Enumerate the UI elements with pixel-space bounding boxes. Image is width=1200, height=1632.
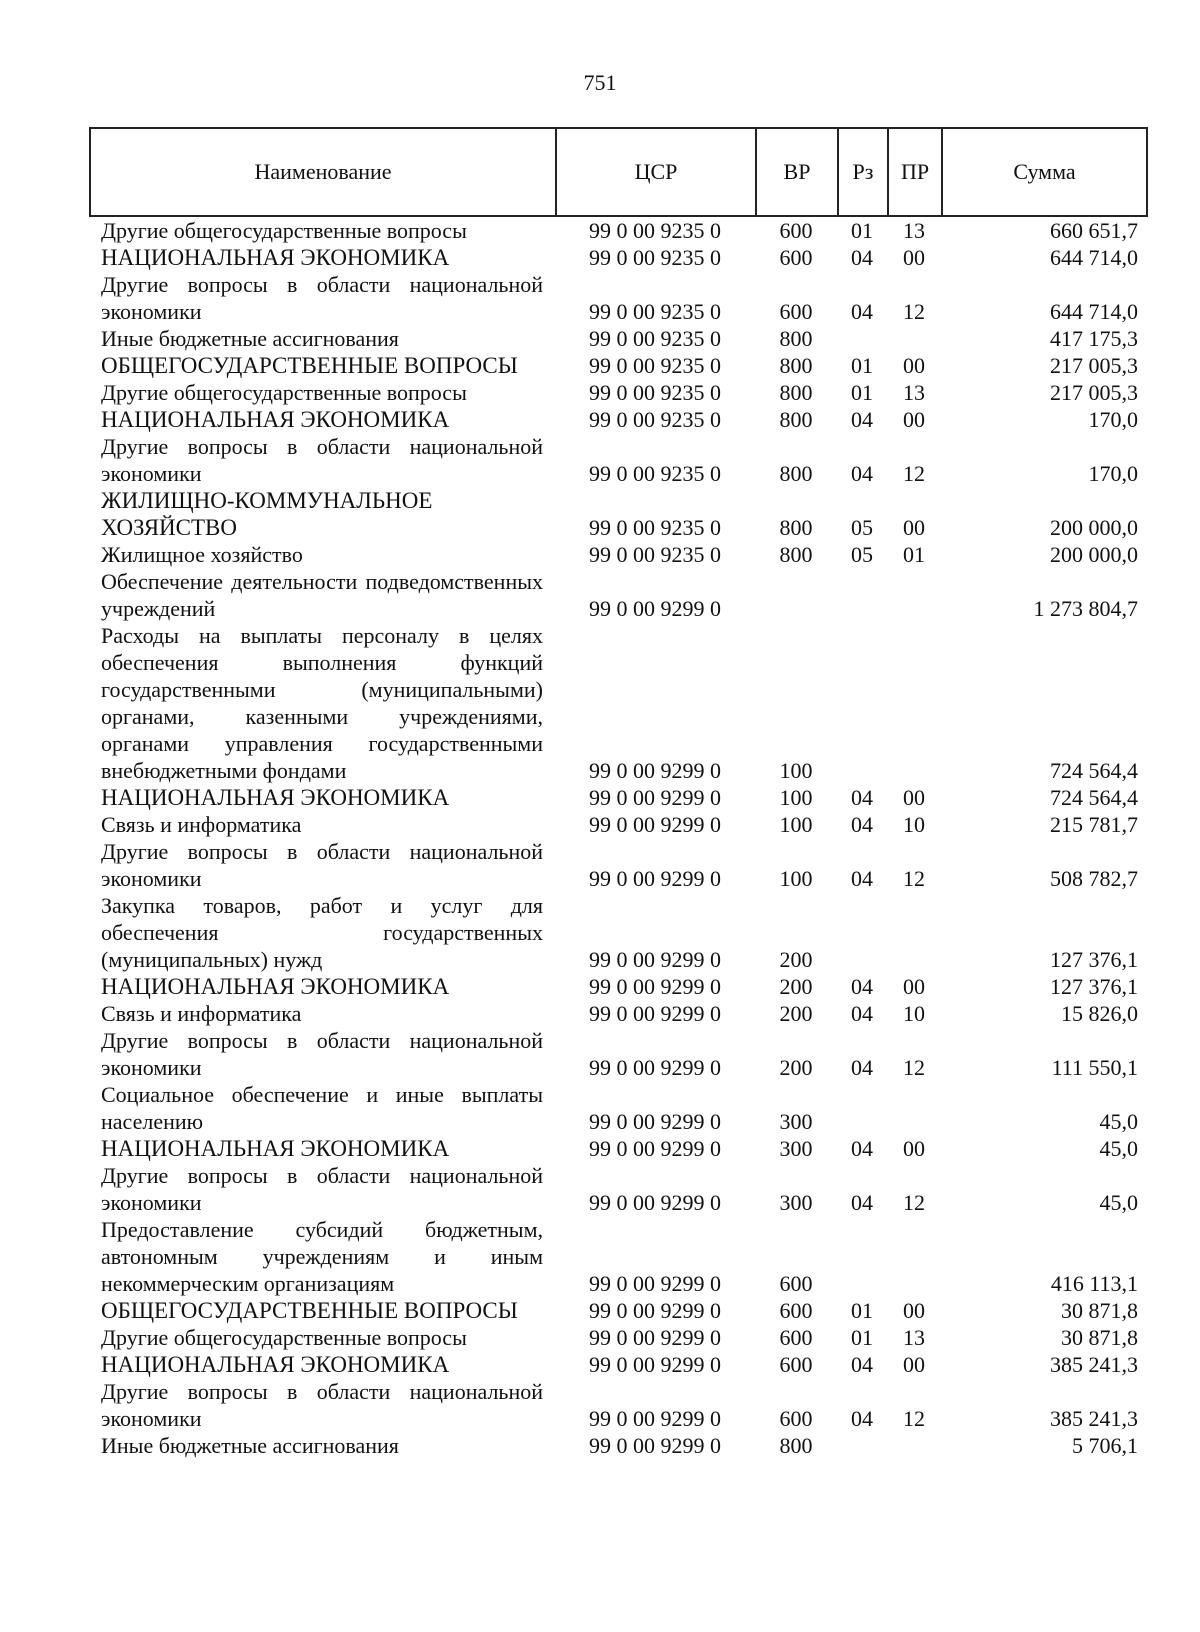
row-csr: 99 0 00 9299 0 <box>589 1325 721 1350</box>
row-rz: 04 <box>851 812 873 837</box>
row-name: Социальное обеспечение и иные выплаты населению <box>101 1082 543 1134</box>
row-name: Жилищное хозяйство <box>101 542 303 567</box>
row-vr: 200 <box>779 1055 813 1080</box>
row-vr: 600 <box>779 1271 813 1296</box>
row-vr: 600 <box>779 1406 813 1431</box>
row-rz: 04 <box>851 1136 873 1161</box>
row-rz: 01 <box>851 380 873 405</box>
row-pr: 00 <box>903 1298 925 1323</box>
row-name: Закупка товаров, работ и услуг для обеспечения государственных (муниципальных) нужд <box>101 893 543 972</box>
row-vr: 800 <box>779 461 813 486</box>
header-name: Наименование <box>91 129 557 215</box>
row-vr: 100 <box>779 758 813 783</box>
row-name: Другие вопросы в области национальной экономики <box>101 1163 543 1215</box>
table-row <box>89 271 1148 325</box>
row-sum: 417 175,3 <box>1050 326 1138 351</box>
row-csr: 99 0 00 9235 0 <box>589 407 721 432</box>
table-row <box>89 622 1148 784</box>
table-row <box>89 244 1148 271</box>
row-csr: 99 0 00 9299 0 <box>589 1055 721 1080</box>
row-vr: 600 <box>779 1325 813 1350</box>
row-csr: 99 0 00 9235 0 <box>589 245 721 270</box>
row-rz: 04 <box>851 245 873 270</box>
row-sum: 508 782,7 <box>1050 866 1138 891</box>
row-name: Другие общегосударственные вопросы <box>101 1325 467 1350</box>
row-rz: 04 <box>851 974 873 999</box>
row-name: Другие вопросы в области национальной экономики <box>101 434 543 486</box>
row-rz: 01 <box>851 1298 873 1323</box>
row-rz: 04 <box>851 1352 873 1377</box>
row-pr: 01 <box>903 542 925 567</box>
row-sum: 416 113,1 <box>1050 1271 1138 1296</box>
row-sum: 127 376,1 <box>1050 947 1138 972</box>
row-name: Другие общегосударственные вопросы <box>101 380 467 405</box>
row-vr: 800 <box>779 515 813 540</box>
row-name: Иные бюджетные ассигнования <box>101 326 399 351</box>
row-name: НАЦИОНАЛЬНАЯ ЭКОНОМИКА <box>101 785 450 810</box>
table-row <box>89 433 1148 487</box>
row-rz: 04 <box>851 1001 873 1026</box>
row-pr: 12 <box>903 1406 925 1431</box>
table-row <box>89 1216 1148 1297</box>
row-pr: 12 <box>903 461 925 486</box>
row-rz: 01 <box>851 353 873 378</box>
header-sum: Сумма <box>1013 159 1076 184</box>
row-pr: 00 <box>903 515 925 540</box>
table-row <box>89 406 1148 433</box>
row-name: НАЦИОНАЛЬНАЯ ЭКОНОМИКА <box>101 974 450 999</box>
row-name: Другие вопросы в области национальной экономики <box>101 839 543 891</box>
row-rz: 04 <box>851 299 873 324</box>
row-vr: 800 <box>779 380 813 405</box>
row-vr: 800 <box>779 326 813 351</box>
row-pr: 12 <box>903 1190 925 1215</box>
table-row <box>89 541 1148 568</box>
table-row <box>89 1351 1148 1378</box>
row-rz: 01 <box>851 218 873 243</box>
row-name: ОБЩЕГОСУДАРСТВЕННЫЕ ВОПРОСЫ <box>101 1298 518 1323</box>
row-sum: 127 376,1 <box>1050 974 1138 999</box>
row-pr: 13 <box>903 380 925 405</box>
row-sum: 30 871,8 <box>1061 1325 1138 1350</box>
row-vr: 300 <box>779 1136 813 1161</box>
row-vr: 100 <box>779 866 813 891</box>
row-csr: 99 0 00 9235 0 <box>589 542 721 567</box>
row-vr: 300 <box>779 1109 813 1134</box>
row-sum: 660 651,7 <box>1050 218 1138 243</box>
row-pr: 10 <box>903 812 925 837</box>
row-name: Предоставление субсидий бюджетным, автономным учреждениям и иным некоммерческим организациям <box>101 1217 543 1296</box>
row-csr: 99 0 00 9235 0 <box>589 353 721 378</box>
row-pr: 00 <box>903 785 925 810</box>
row-vr: 800 <box>779 542 813 567</box>
table-row <box>89 1297 1148 1324</box>
row-csr: 99 0 00 9299 0 <box>589 1001 721 1026</box>
row-csr: 99 0 00 9299 0 <box>589 947 721 972</box>
row-vr: 600 <box>779 299 813 324</box>
row-sum: 30 871,8 <box>1061 1298 1138 1323</box>
row-sum: 217 005,3 <box>1050 380 1138 405</box>
table-row <box>89 352 1148 379</box>
row-pr: 10 <box>903 1001 925 1026</box>
row-pr: 00 <box>903 974 925 999</box>
table-row <box>89 487 1148 541</box>
header-rz: Рз <box>839 129 889 215</box>
row-pr: 13 <box>903 218 925 243</box>
table-row <box>89 1000 1148 1027</box>
table-row <box>89 1027 1148 1081</box>
row-rz: 05 <box>851 542 873 567</box>
row-pr: 13 <box>903 1325 925 1350</box>
row-name: Другие вопросы в области национальной экономики <box>101 272 543 324</box>
row-name: ОБЩЕГОСУДАРСТВЕННЫЕ ВОПРОСЫ <box>101 353 518 378</box>
table-row <box>89 325 1148 352</box>
table-row <box>89 838 1148 892</box>
row-name: НАЦИОНАЛЬНАЯ ЭКОНОМИКА <box>101 407 450 432</box>
row-rz: 04 <box>851 1406 873 1431</box>
table-row <box>89 1135 1148 1162</box>
row-csr: 99 0 00 9299 0 <box>589 1433 721 1458</box>
row-csr: 99 0 00 9235 0 <box>589 380 721 405</box>
row-pr: 00 <box>903 1136 925 1161</box>
row-csr: 99 0 00 9299 0 <box>589 758 721 783</box>
row-sum: 15 826,0 <box>1061 1001 1138 1026</box>
row-sum: 724 564,4 <box>1050 758 1138 783</box>
row-csr: 99 0 00 9299 0 <box>589 974 721 999</box>
row-pr: 00 <box>903 407 925 432</box>
table-body <box>89 217 1148 1459</box>
row-sum: 45,0 <box>1099 1109 1138 1134</box>
header-csr: ЦСР <box>557 129 757 215</box>
row-name: НАЦИОНАЛЬНАЯ ЭКОНОМИКА <box>101 245 450 270</box>
row-csr: 99 0 00 9299 0 <box>589 1190 721 1215</box>
row-sum: 45,0 <box>1099 1190 1138 1215</box>
table-row <box>89 1378 1148 1432</box>
row-vr: 600 <box>779 1298 813 1323</box>
row-sum: 385 241,3 <box>1050 1406 1138 1431</box>
header-vr: ВР <box>757 129 839 215</box>
row-csr: 99 0 00 9299 0 <box>589 1271 721 1296</box>
table-row <box>89 217 1148 244</box>
row-name: Иные бюджетные ассигнования <box>101 1433 399 1458</box>
row-name: ЖИЛИЩНО-КОММУНАЛЬНОЕ ХОЗЯЙСТВО <box>101 488 433 540</box>
row-csr: 99 0 00 9299 0 <box>589 1298 721 1323</box>
row-sum: 385 241,3 <box>1050 1352 1138 1377</box>
row-vr: 200 <box>779 974 813 999</box>
row-csr: 99 0 00 9235 0 <box>589 218 721 243</box>
row-vr: 100 <box>779 812 813 837</box>
row-rz: 01 <box>851 1325 873 1350</box>
row-vr: 200 <box>779 947 813 972</box>
table-row <box>89 1081 1148 1135</box>
table-row <box>89 1432 1148 1459</box>
row-rz: 04 <box>851 1055 873 1080</box>
row-sum: 111 550,1 <box>1051 1055 1138 1080</box>
row-vr: 300 <box>779 1190 813 1215</box>
row-vr: 800 <box>779 1433 813 1458</box>
row-sum: 644 714,0 <box>1050 245 1138 270</box>
row-pr: 12 <box>903 299 925 324</box>
row-csr: 99 0 00 9235 0 <box>589 461 721 486</box>
row-name: НАЦИОНАЛЬНАЯ ЭКОНОМИКА <box>101 1352 450 1377</box>
table-row <box>89 568 1148 622</box>
row-csr: 99 0 00 9299 0 <box>589 785 721 810</box>
table-row <box>89 973 1148 1000</box>
row-rz: 04 <box>851 407 873 432</box>
row-sum: 644 714,0 <box>1050 299 1138 324</box>
row-rz: 05 <box>851 515 873 540</box>
row-sum: 1 273 804,7 <box>1033 596 1138 621</box>
row-csr: 99 0 00 9299 0 <box>589 1109 721 1134</box>
row-vr: 600 <box>779 1352 813 1377</box>
row-pr: 12 <box>903 866 925 891</box>
row-vr: 100 <box>779 785 813 810</box>
row-sum: 215 781,7 <box>1050 812 1138 837</box>
table-row <box>89 1162 1148 1216</box>
row-name: НАЦИОНАЛЬНАЯ ЭКОНОМИКА <box>101 1136 450 1161</box>
page-number: 751 <box>583 70 617 95</box>
row-csr: 99 0 00 9299 0 <box>589 1352 721 1377</box>
row-sum: 200 000,0 <box>1050 542 1138 567</box>
row-rz: 04 <box>851 1190 873 1215</box>
row-vr: 800 <box>779 353 813 378</box>
table-row <box>89 892 1148 973</box>
row-vr: 200 <box>779 1001 813 1026</box>
table-row <box>89 1324 1148 1351</box>
row-vr: 600 <box>779 245 813 270</box>
row-sum: 217 005,3 <box>1050 353 1138 378</box>
row-csr: 99 0 00 9235 0 <box>589 299 721 324</box>
row-csr: 99 0 00 9235 0 <box>589 515 721 540</box>
row-csr: 99 0 00 9299 0 <box>589 596 721 621</box>
table-row <box>89 379 1148 406</box>
row-csr: 99 0 00 9299 0 <box>589 1406 721 1431</box>
row-name: Другие вопросы в области национальной экономики <box>101 1028 543 1080</box>
row-csr: 99 0 00 9299 0 <box>589 812 721 837</box>
row-pr: 12 <box>903 1055 925 1080</box>
row-name: Связь и информатика <box>101 812 302 837</box>
row-vr: 800 <box>779 407 813 432</box>
row-pr: 00 <box>903 353 925 378</box>
row-sum: 170,0 <box>1088 407 1138 432</box>
row-rz: 04 <box>851 866 873 891</box>
row-pr: 00 <box>903 245 925 270</box>
row-name: Другие вопросы в области национальной экономики <box>101 1379 543 1431</box>
row-name: Другие общегосударственные вопросы <box>101 218 467 243</box>
row-csr: 99 0 00 9299 0 <box>589 1136 721 1161</box>
row-sum: 724 564,4 <box>1050 785 1138 810</box>
row-sum: 5 706,1 <box>1072 1433 1138 1458</box>
row-rz: 04 <box>851 785 873 810</box>
table-row <box>89 811 1148 838</box>
row-rz: 04 <box>851 461 873 486</box>
row-vr: 600 <box>779 218 813 243</box>
row-csr: 99 0 00 9235 0 <box>589 326 721 351</box>
header-pr: ПР <box>889 129 943 215</box>
table-header <box>89 127 1148 217</box>
table-row <box>89 784 1148 811</box>
row-name: Расходы на выплаты персоналу в целях обеспечения выполнения функций государственными (муниципальными) органами, казенными учреждениями, органами управления государственными внебюджетными фондами <box>101 623 543 783</box>
row-sum: 200 000,0 <box>1050 515 1138 540</box>
row-sum: 170,0 <box>1088 461 1138 486</box>
row-sum: 45,0 <box>1099 1136 1138 1161</box>
row-name: Связь и информатика <box>101 1001 302 1026</box>
row-csr: 99 0 00 9299 0 <box>589 866 721 891</box>
row-name: Обеспечение деятельности подведомственных учреждений <box>101 569 543 621</box>
row-pr: 00 <box>903 1352 925 1377</box>
